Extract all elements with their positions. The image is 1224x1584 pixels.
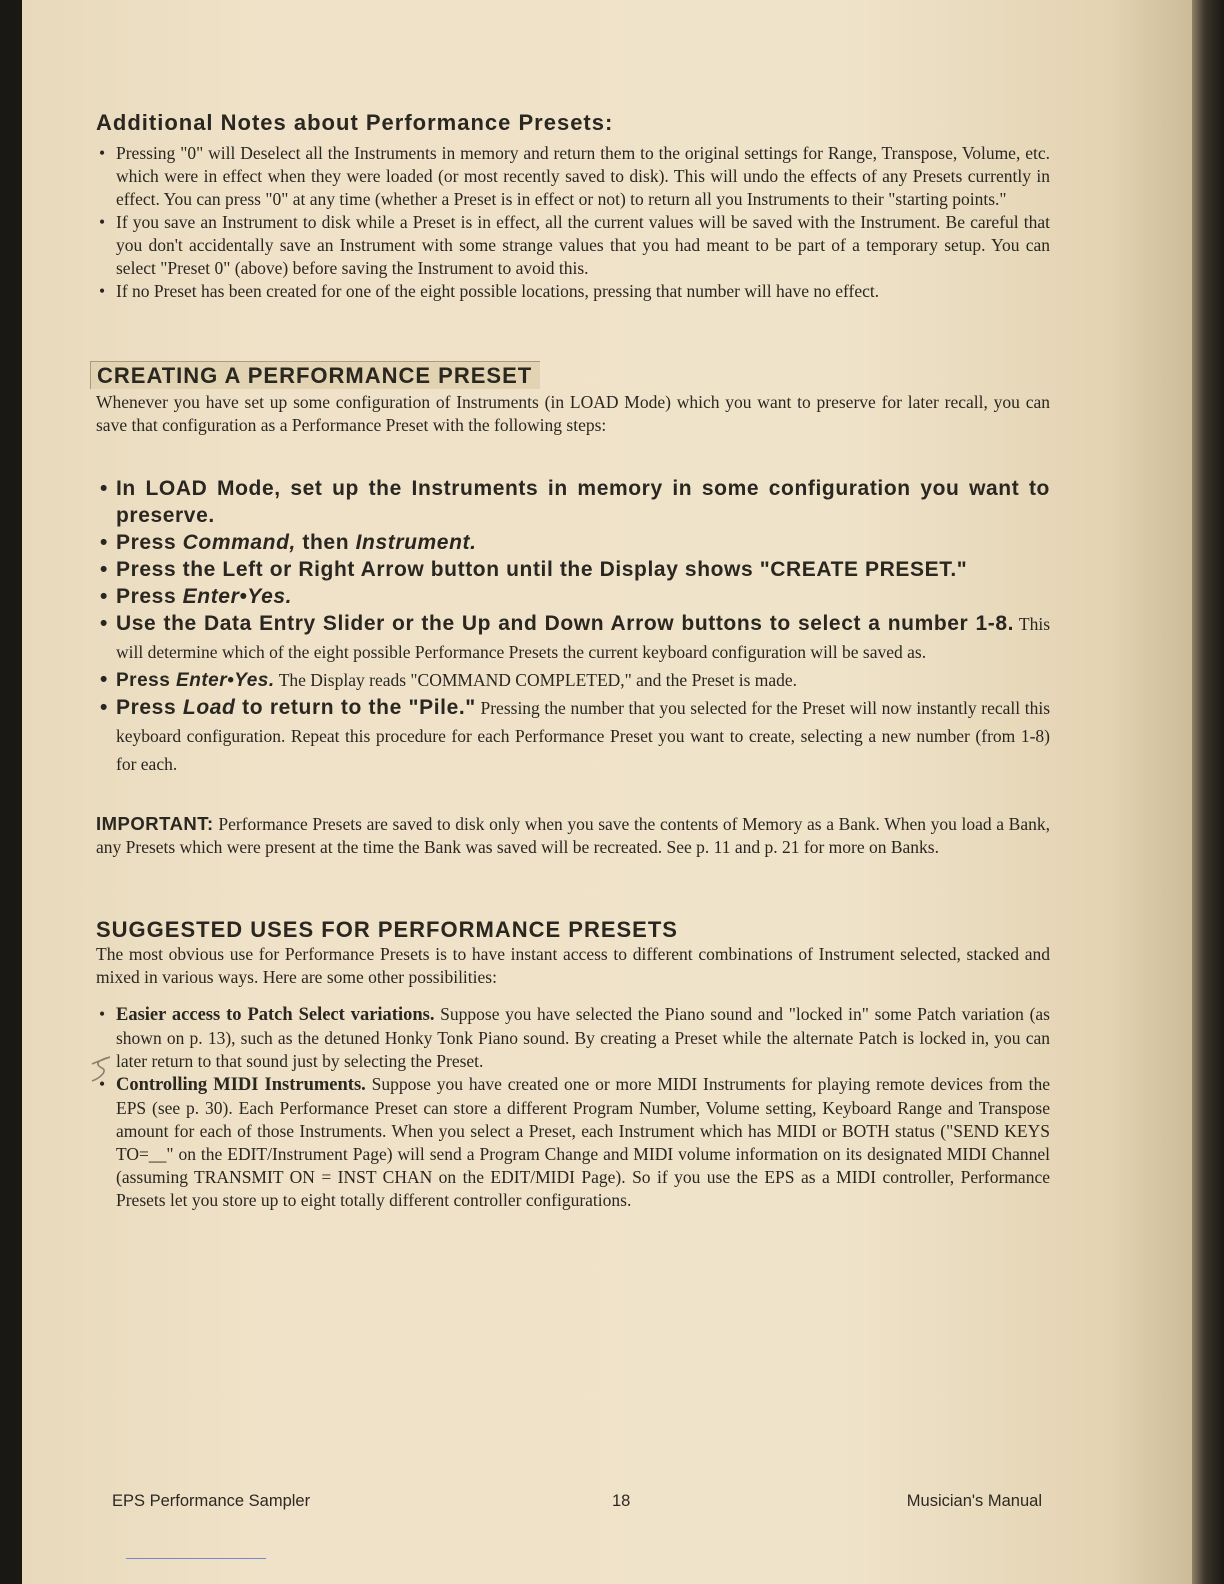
- page-number: 18: [612, 1492, 631, 1510]
- suggested-intro: The most obvious use for Performance Presets is to have instant access to different combinations of Instrument selected, stacked and mixed in various ways. Here are some other possibilities:: [96, 944, 1050, 987]
- suggested-heading: SUGGESTED USES FOR PERFORMANCE PRESETS: [96, 917, 678, 942]
- notes-heading: Additional Notes about Performance Presets:: [96, 110, 614, 135]
- step-5: • Use the Data Entry Slider or the Up and Down Arrow buttons to select a number 1-8. This will determine which of the eight possible Performance Presets the current keyboard configuration will be saved as.: [96, 610, 1050, 666]
- list-item: • Controlling MIDI Instruments. Suppose you have created one or more MIDI Instruments for playing remote devices from the EPS (see p. 30). Each Performance Preset can store a different Program Number, Volume setting, Keyboard Range and Transpose amount for each of those Instruments. When you select a Preset, each Instrument which has MIDI or BOTH status ("SEND KEYS TO=__" on the EDIT/Instrument Page) will send a Program Change and MIDI volume information on its designated MIDI Channel (assuming TRANSMIT ON = INST CHAN on the EDIT/MIDI Page). So if you use the EPS as a MIDI controller, Performance Presets let you store up to eight totally different controller configurations.: [96, 1073, 1050, 1212]
- pencil-mark-icon: [88, 1054, 114, 1084]
- uses-list: [96, 1003, 1050, 1212]
- step-2: • Press Command, then Instrument.: [96, 529, 1050, 556]
- list-item: • If no Preset has been created for one of the eight possible locations, pressing that number will have no effect.: [96, 280, 1050, 303]
- steps-list: [96, 475, 1050, 778]
- step-3: • Press the Left or Right Arrow button until the Display shows "CREATE PRESET.": [96, 556, 1050, 583]
- scan-line-mark: [126, 1558, 266, 1559]
- creating-heading: CREATING A PERFORMANCE PRESET: [90, 361, 540, 389]
- list-item: • If you save an Instrument to disk while a Preset is in effect, all the current values will be saved with the Instrument. Be careful that you don't accidentally save an Instrument with some strange values that you had meant to be part of a temporary setup. You can select "Preset 0" (above) before saving the Instrument to avoid this.: [96, 211, 1050, 280]
- footer-title: EPS Performance Sampler: [112, 1492, 311, 1510]
- step-7: • Press Load to return to the "Pile." Pressing the number that you selected for the Preset will now instantly recall this keyboard configuration. Repeat this procedure for each Performance Preset you want to create, selecting a new number (from 1-8) for each.: [96, 694, 1050, 778]
- footer-manual: Musician's Manual: [906, 1492, 1042, 1510]
- notes-list: [96, 142, 1050, 303]
- page-edge-shadow: [1192, 0, 1224, 1584]
- step-4: • Press Enter•Yes.: [96, 583, 1050, 610]
- page-footer: [112, 1492, 1042, 1518]
- creating-intro: Whenever you have set up some configuration of Instruments (in LOAD Mode) which you want to preserve for later recall, you can save that configuration as a Performance Preset with the following steps:: [96, 392, 1050, 435]
- list-item: • Easier access to Patch Select variations. Suppose you have selected the Piano sound and "locked in" some Patch variation (as shown on p. 13), such as the detuned Honky Tonk Piano sound. By creating a Preset while the alternate Patch is locked in, you can later return to that sound just by selecting the Preset.: [96, 1003, 1050, 1073]
- page-content: [96, 110, 1050, 1212]
- list-item: • Pressing "0" will Deselect all the Instruments in memory and return them to the original settings for Range, Transpose, Volume, etc. which were in effect when they were loaded (or most recently saved to disk). This will undo the effects of any Presets currently in effect. You can press "0" at any time (whether a Preset is in effect or not) to return all you Instruments to their "starting points.": [96, 142, 1050, 211]
- step-1: • In LOAD Mode, set up the Instruments in memory in some configuration you want to preserve.: [96, 475, 1050, 529]
- step-6: • Press Enter•Yes. The Display reads "COMMAND COMPLETED," and the Preset is made.: [96, 666, 1050, 694]
- important-note: IMPORTANT: Performance Presets are saved to disk only when you save the contents of Memory as a Bank. When you load a Bank, any Presets which were present at the time the Bank was saved will be recreated. See p. 11 and p. 21 for more on Banks.: [96, 813, 1050, 857]
